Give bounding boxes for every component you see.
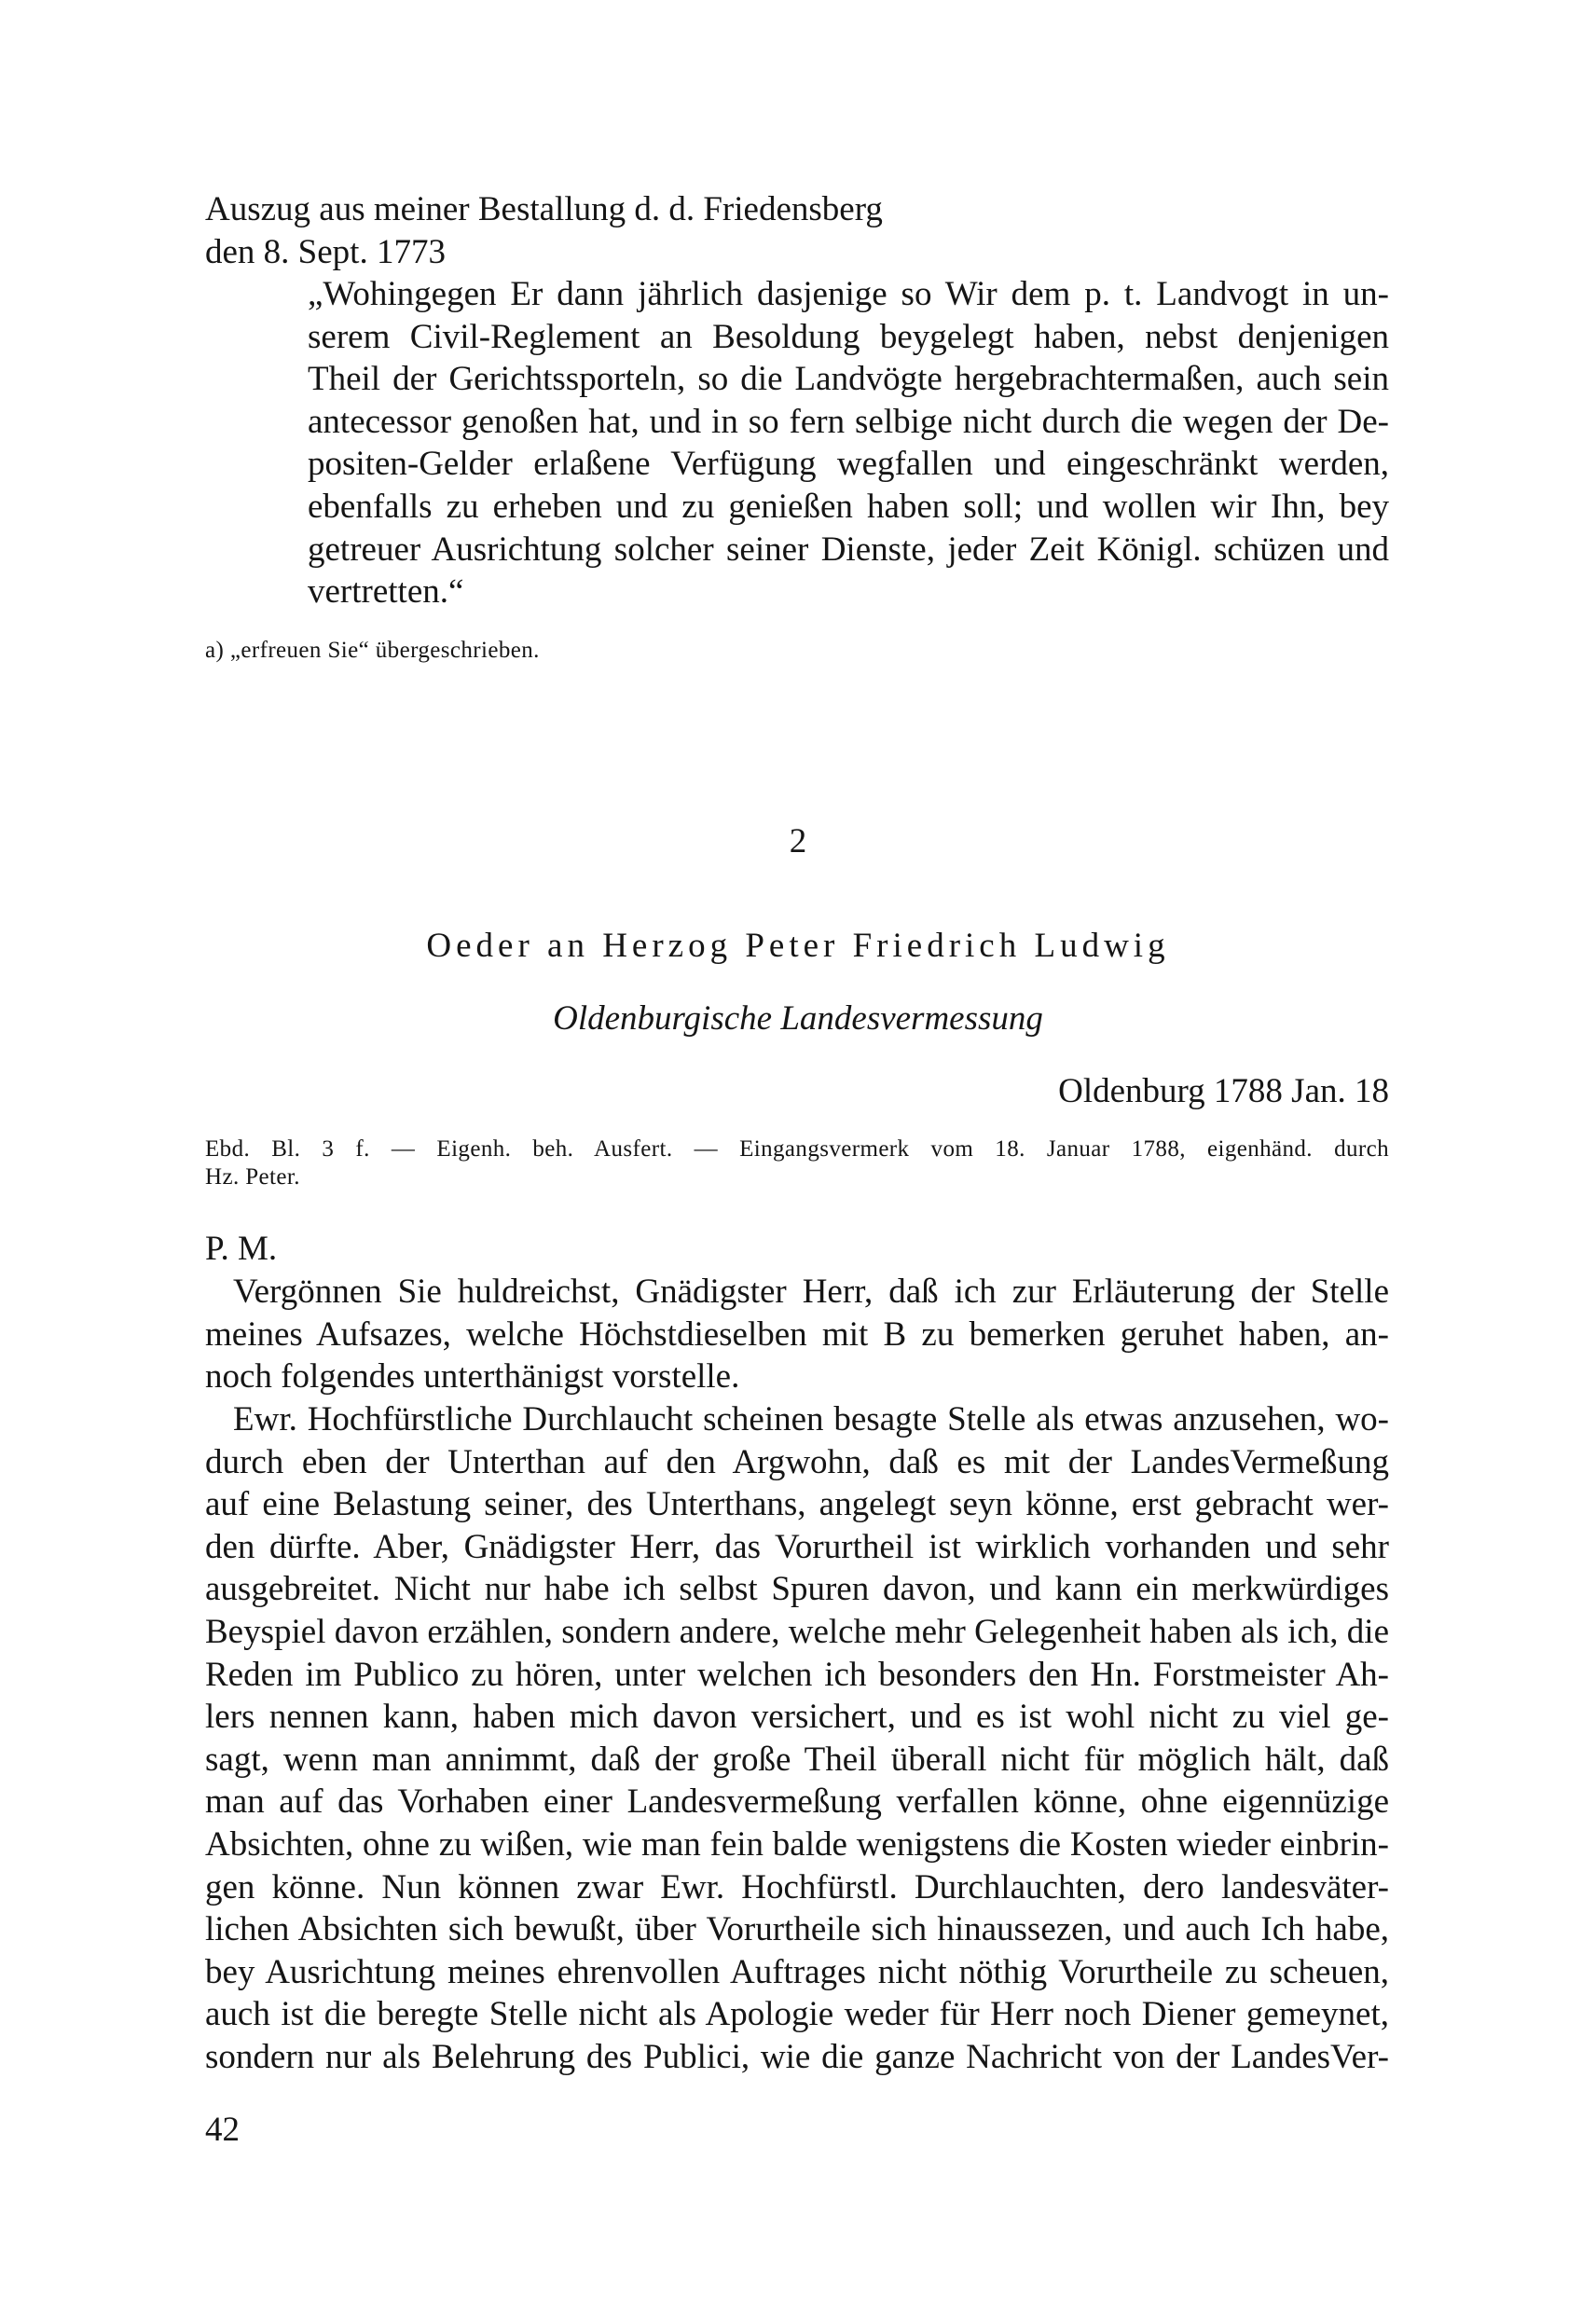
excerpt-heading-line: den 8. Sept. 1773 bbox=[205, 232, 446, 271]
footnote bbox=[205, 637, 1389, 665]
salutation bbox=[205, 1228, 1389, 1271]
paragraph-2 bbox=[205, 1398, 1389, 2079]
footnote-text: a) „erfreuen Sie“ übergeschrieben. bbox=[205, 638, 540, 663]
paragraph-line: Vergönnen Sie huldreichst, Gnädigster Herr, daß ich zur Erläuterung der Stelle bbox=[233, 1273, 1389, 1311]
document-title: Oeder an Herzog Peter Friedrich Ludwig bbox=[426, 927, 1170, 965]
quote-line: getreuer Ausrichtung solcher seiner Dienste, jeder Zeit Königl. schüzen und bbox=[308, 530, 1389, 569]
excerpt-heading-line: Auszug aus meiner Bestallung d. d. Friedensberg bbox=[205, 190, 883, 228]
source-note-line: Hz. Peter. bbox=[205, 1164, 300, 1190]
quote-line: vertretten.“ bbox=[308, 572, 464, 612]
quote-line: Theil der Gerichtssporteln, so die Landvögte hergebrachtermaßen, auch sein bbox=[308, 360, 1389, 399]
excerpt-quote bbox=[308, 273, 1389, 613]
document-subtitle: Oldenburgische Landesvermessung bbox=[553, 999, 1043, 1038]
paragraph-line: durch eben der Unterthan auf den Argwohn, daß es mit der LandesVermeßung bbox=[205, 1442, 1389, 1481]
place-date: Oldenburg 1788 Jan. 18 bbox=[1058, 1072, 1389, 1110]
paragraph-1 bbox=[205, 1271, 1389, 1398]
paragraph-line: Reden im Publico zu hören, unter welchen ich besonders den Hn. Forstmeister Ah- bbox=[205, 1655, 1389, 1694]
quote-line: antecessor genoßen hat, und in so fern selbige nicht durch die wegen der De- bbox=[308, 402, 1389, 441]
excerpt-heading bbox=[205, 188, 1389, 273]
paragraph-line: noch folgendes unterthänigst vorstelle. bbox=[205, 1357, 740, 1397]
paragraph-line: ausgebreitet. Nicht nur habe ich selbst Spuren davon, und kann ein merkwürdiges bbox=[205, 1570, 1389, 1609]
source-note bbox=[205, 1135, 1389, 1191]
paragraph-line: sondern nur als Belehrung des Publici, wie die ganze Nachricht von der LandesVer- bbox=[205, 2037, 1389, 2076]
paragraph-line: lichen Absichten sich bewußt, über Vorurtheile sich hinaussezen, und auch Ich habe, bbox=[205, 1910, 1389, 1949]
salutation-text: P. M. bbox=[205, 1230, 278, 1268]
paragraph-line: den dürfte. Aber, Gnädigster Herr, das Vorurtheil ist wirklich vorhanden und sehr bbox=[205, 1527, 1389, 1566]
quote-line: ebenfalls zu erheben und zu genießen haben soll; und wollen wir Ihn, bey bbox=[308, 487, 1389, 526]
paragraph-line: man auf das Vorhaben einer Landesvermeßung verfallen könne, ohne eigennüzige bbox=[205, 1782, 1389, 1822]
quote-line: serem Civil-Reglement an Besoldung beygelegt haben, nebst denjenigen bbox=[308, 317, 1389, 356]
page-number: 42 bbox=[205, 2111, 240, 2149]
source-note-line: Ebd. Bl. 3 f. — Eigenh. beh. Ausfert. — Eingangsvermerk vom 18. Januar 1788, eigenhänd. durch bbox=[205, 1136, 1389, 1162]
paragraph-line: Absichten, ohne zu wißen, wie man fein balde wenigstens die Kosten wieder einbrin- bbox=[205, 1824, 1389, 1864]
paragraph-line: Ewr. Hochfürstliche Durchlaucht scheinen besagte Stelle als etwas anzusehen, wo- bbox=[233, 1400, 1389, 1438]
paragraph-line: auf eine Belastung seiner, des Unterthans, angelegt seyn könne, erst gebracht wer- bbox=[205, 1485, 1389, 1524]
document-number: 2 bbox=[789, 822, 807, 860]
paragraph-line: auch ist die beregte Stelle nicht als Apologie weder für Herr noch Diener gemeynet, bbox=[205, 1995, 1389, 2034]
paragraph-line: meines Aufsazes, welche Höchstdieselben mit B zu bemerken geruhet haben, an- bbox=[205, 1314, 1389, 1354]
paragraph-line: gen könne. Nun können zwar Ewr. Hochfürstl. Durchlauchten, dero landesväter- bbox=[205, 1867, 1389, 1906]
paragraph-line: lers nennen kann, haben mich davon versichert, und es ist wohl nicht zu viel ge- bbox=[205, 1698, 1389, 1737]
quote-line: positen-Gelder erlaßene Verfügung wegfallen und eingeschränkt werden, bbox=[308, 445, 1389, 484]
paragraph-line: sagt, wenn man annimmt, daß der große Theil überall nicht für möglich hält, daß bbox=[205, 1740, 1389, 1779]
paragraph-line: Beyspiel davon erzählen, sondern andere, welche mehr Gelegenheit haben als ich, die bbox=[205, 1612, 1389, 1651]
quote-line: „Wohingegen Er dann jährlich dasjenige so Wir dem p. t. Landvogt in un- bbox=[308, 275, 1389, 313]
paragraph-line: bey Ausrichtung meines ehrenvollen Auftrages nicht nöthig Vorurtheile zu scheuen, bbox=[205, 1952, 1389, 1991]
